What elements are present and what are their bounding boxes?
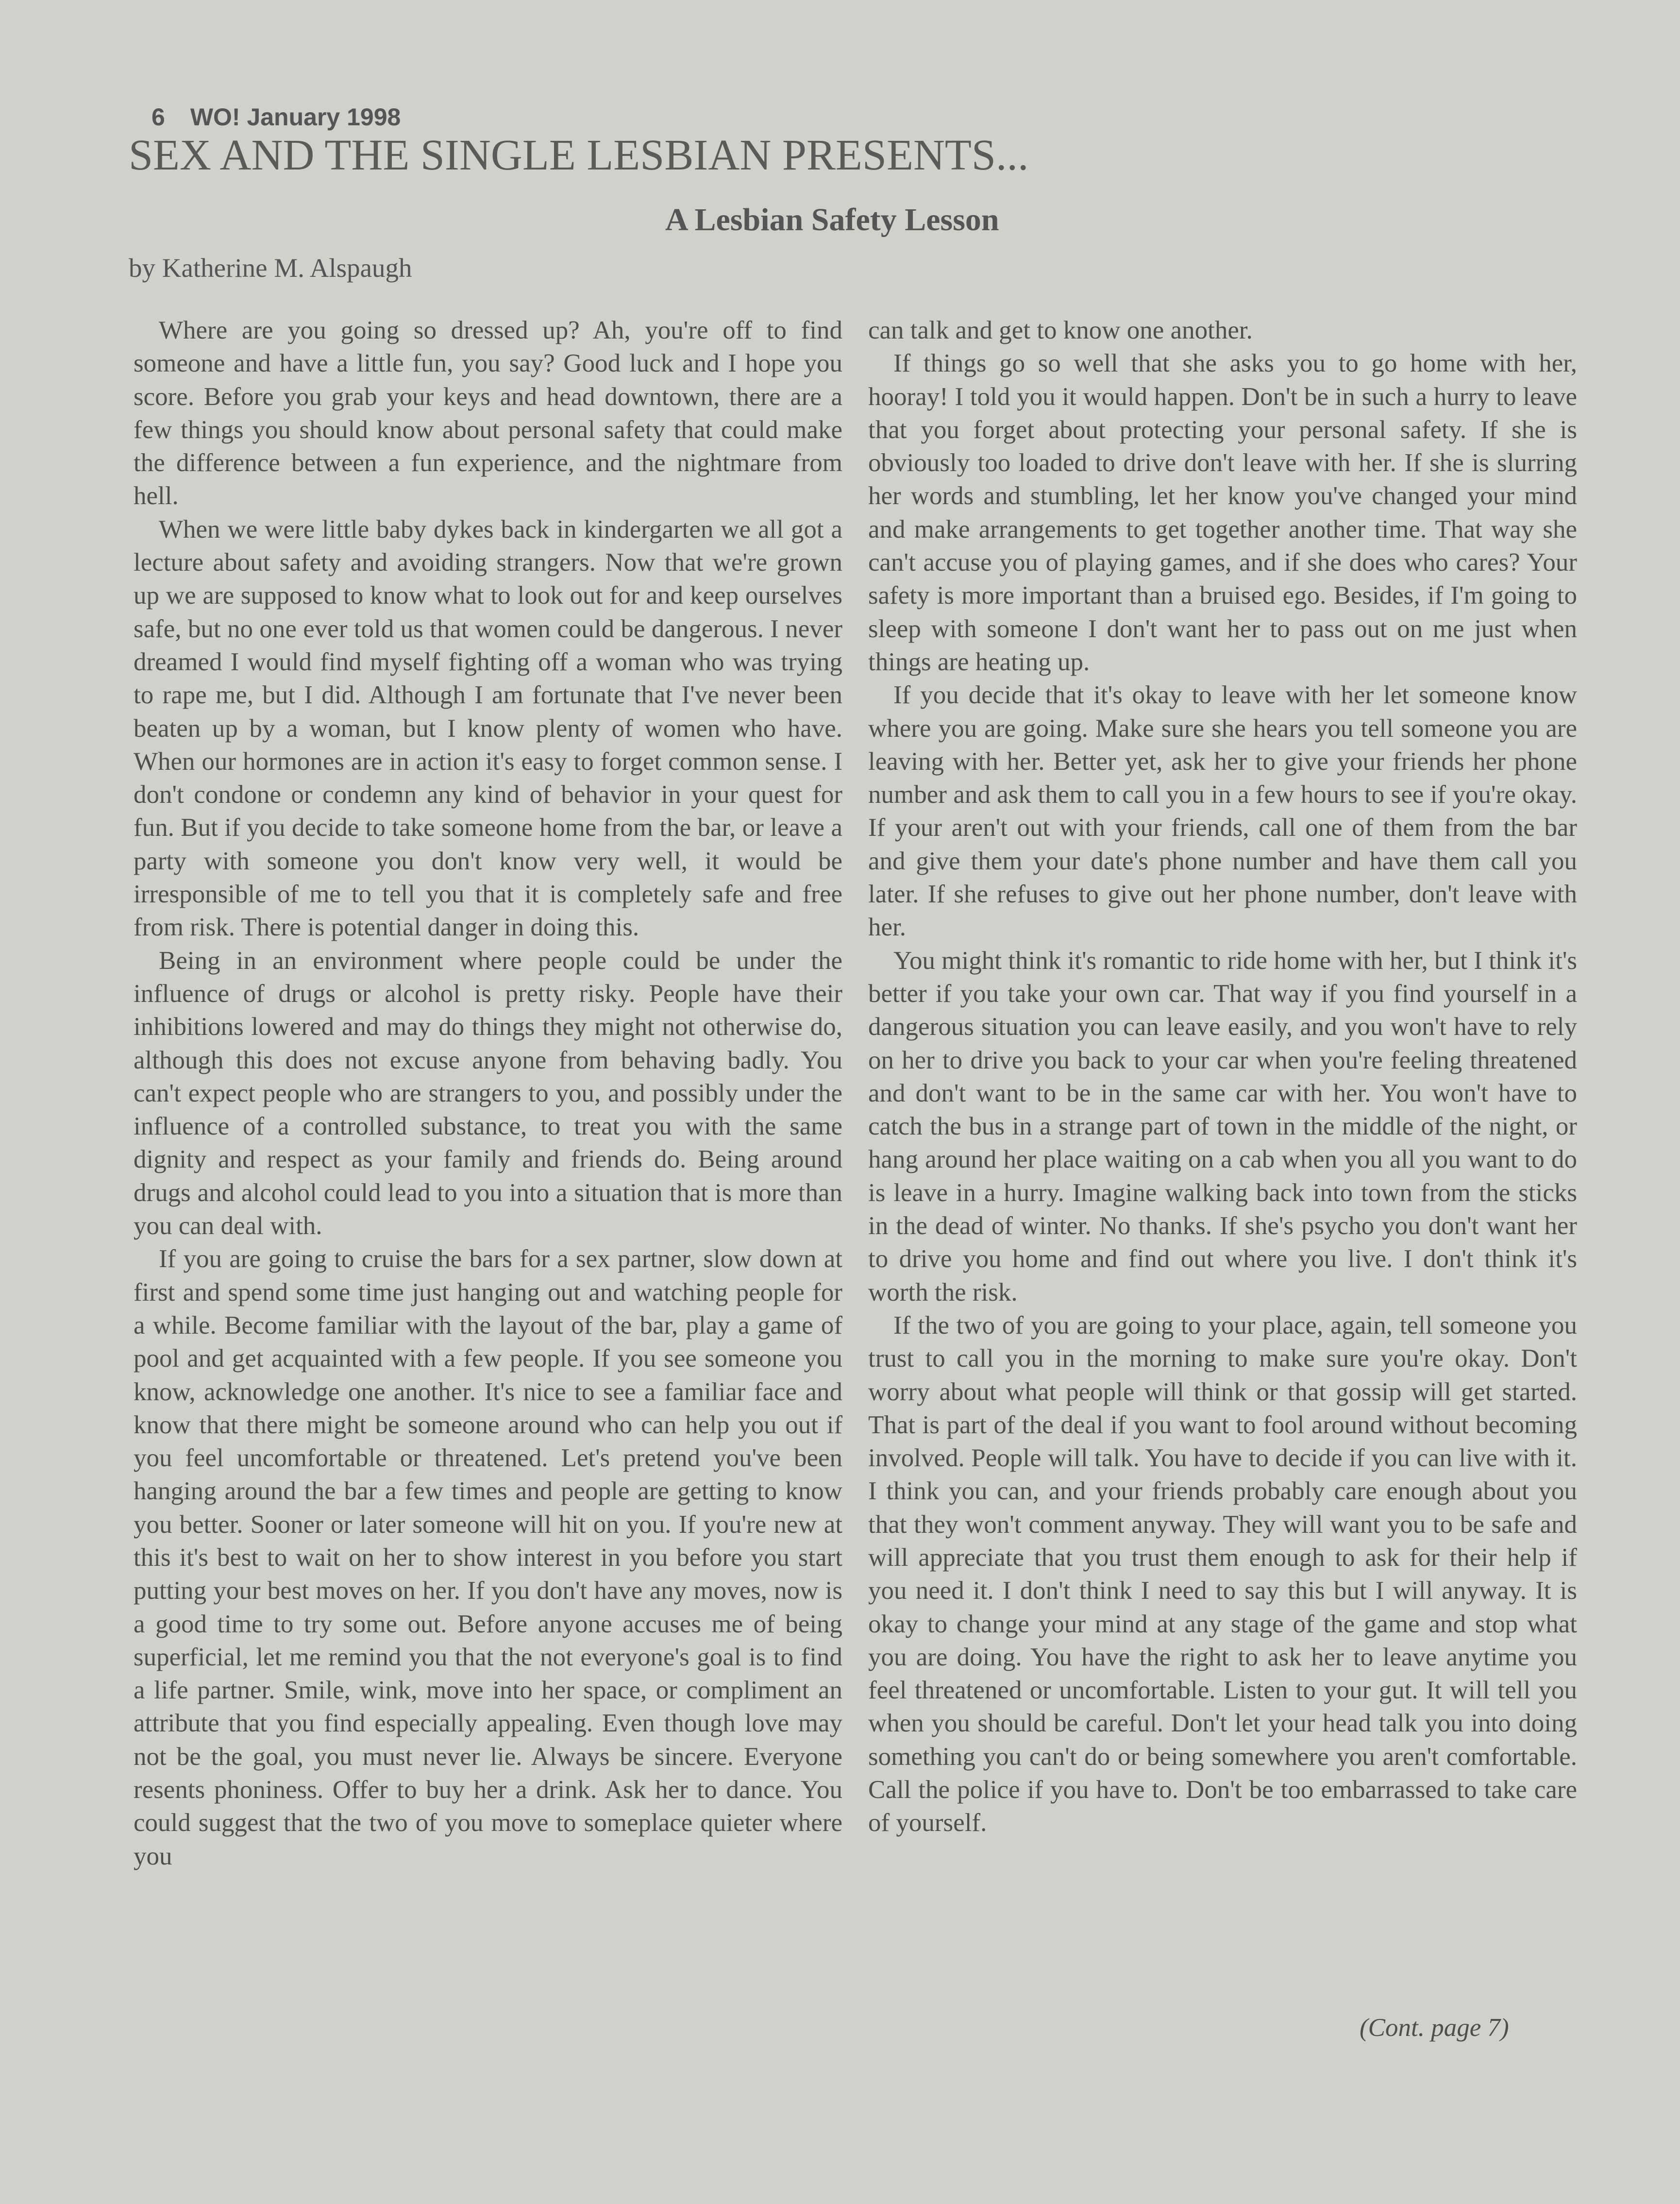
running-header — [151, 103, 401, 131]
page-number: 6 — [151, 103, 165, 131]
paragraph: If you are going to cruise the bars for a sex partner, slow down at first and spend some time just hanging out and watching people for a while. Become familiar with the layout of the bar, play a game of pool and get acquainted with a few people. If you see someone you know, acknowledge one another. It's nice to see a familiar face and know that there might be someone around who can help you out if you feel uncomfortable or threatened. Let's pretend you've been hanging around the bar a few times and people are getting to know you better. Sooner or later someone will hit on you. If you're new at this it's best to wait on her to show interest in you before you start putting your best moves on her. If you don't have any moves, now is a good time to try some out. Before anyone accuses me of being superficial, let me remind you that the not everyone's goal is to find a life partner. Smile, wink, move into her space, or compliment an attribute that you find especially appealing. Even though love may not be the goal, you must never lie. Always be sincere. Everyone resents phoniness. Offer to buy her a drink. Ask her to dance. You could suggest that the two of you move to someplace quieter where you — [134, 1245, 842, 1870]
byline: by Katherine M. Alspaugh — [129, 253, 412, 283]
paragraph: Being in an environment where people could be under the influence of drugs or alcohol is pretty risky. People have their inhibitions lowered and may do things they might not otherwise do, although this does not excuse anyone from behaving badly. You can't expect people who are strangers to you, and possibly under the influence of a controlled substance, to treat you with the same dignity and respect as your family and friends do. Being around drugs and alcohol could lead to you into a situation that is more than you can deal with. — [134, 946, 842, 1240]
paragraph: You might think it's romantic to ride home with her, but I think it's better if you take your own car. That way if you find yourself in a dangerous situation you can leave easily, and you won't have to rely on her to drive you back to your car when you're feeling threatened and don't want to be in the same car with her. You won't have to catch the bus in a strange part of town in the middle of the night, or hang around her place waiting on a cab when you all you want to do is leave in a hurry. Imagine walking back into town from the sticks in the dead of winter. No thanks. If she's psycho you don't want her to drive you home and find out where you live. I don't think it's worth the risk. — [868, 946, 1577, 1306]
right-column — [868, 314, 1577, 1840]
paragraph: Where are you going so dressed up? Ah, you're off to find someone and have a little fun, you say? Good luck and I hope you score. Before you grab your keys and head downtown, there are a few things you should know about personal safety that could make the difference between a fun experience, and the nightmare from hell. — [134, 316, 842, 510]
publication-name: WO! January 1998 — [190, 103, 401, 131]
paragraph: When we were little baby dykes back in kindergarten we all got a lecture about safety and avoiding strangers. Now that we're grown up we are supposed to know what to look out for and keep ourselves safe, but no one ever told us that women could be dangerous. I never dreamed I would find myself fighting off a woman who was trying to rape me, but I did. Although I am fortunate that I've never been beaten up by a woman, but I know plenty of women who have. When our hormones are in action it's easy to forget common sense. I don't condone or condemn any kind of behavior in your quest for fun. But if you decide to take someone home from the bar, or leave a party with someone you don't know very well, it would be irresponsible of me to tell you that it is completely safe and free from risk. There is potential danger in doing this. — [134, 515, 842, 942]
paragraph: If you decide that it's okay to leave with her let someone know where you are going. Make sure she hears you tell someone you are leaving with her. Better yet, ask her to give your friends her phone number and ask them to call you in a few hours to see if you're okay. If your aren't out with your friends, call one of them from the bar and give them your date's phone number and have them call you later. If she refuses to give out her phone number, don't leave with her. — [868, 681, 1577, 942]
paragraph: If the two of you are going to your place, again, tell someone you trust to call you in the morning to make sure you're okay. Don't worry about what people will think or that gossip will get started. That is part of the deal if you want to fool around without becoming involved. People will talk. You have to decide if you can live with it. I think you can, and your friends probably care enough about you that they won't comment anyway. They will want you to be safe and will appreciate that you trust them enough to ask for their help if you need it. I don't think I need to say this but I will anyway. It is okay to change your mind at any stage of the game and stop what you are doing. You have the right to ask her to leave anytime you feel threatened or uncomfortable. Listen to your gut. It will tell you when you should be careful. Don't let your head talk you into doing something you can't do or being somewhere you aren't comfortable. Call the police if you have to. Don't be too embarrassed to take care of yourself. — [868, 1311, 1577, 1837]
paragraph: can talk and get to know one another. — [868, 316, 1253, 344]
article-title: SEX AND THE SINGLE LESBIAN PRESENTS... — [129, 131, 1029, 179]
paragraph: If things go so well that she asks you to go home with her, hooray! I told you it would happen. Don't be in such a hurry to leave that you forget about protecting your personal safety. If she is obviously too loaded to drive don't leave with her. If she is slurring her words and stumbling, let her know you've changed your mind and make arrangements to get together another time. That way she can't accuse you of playing games, and if she does who cares? Your safety is more important than a bruised ego. Besides, if I'm going to sleep with someone I don't want her to pass out on me just when things are heating up. — [868, 349, 1577, 676]
left-column — [134, 314, 842, 1873]
article-subtitle: A Lesbian Safety Lesson — [665, 202, 999, 237]
continuation-note: (Cont. page 7) — [1360, 2014, 1509, 2042]
